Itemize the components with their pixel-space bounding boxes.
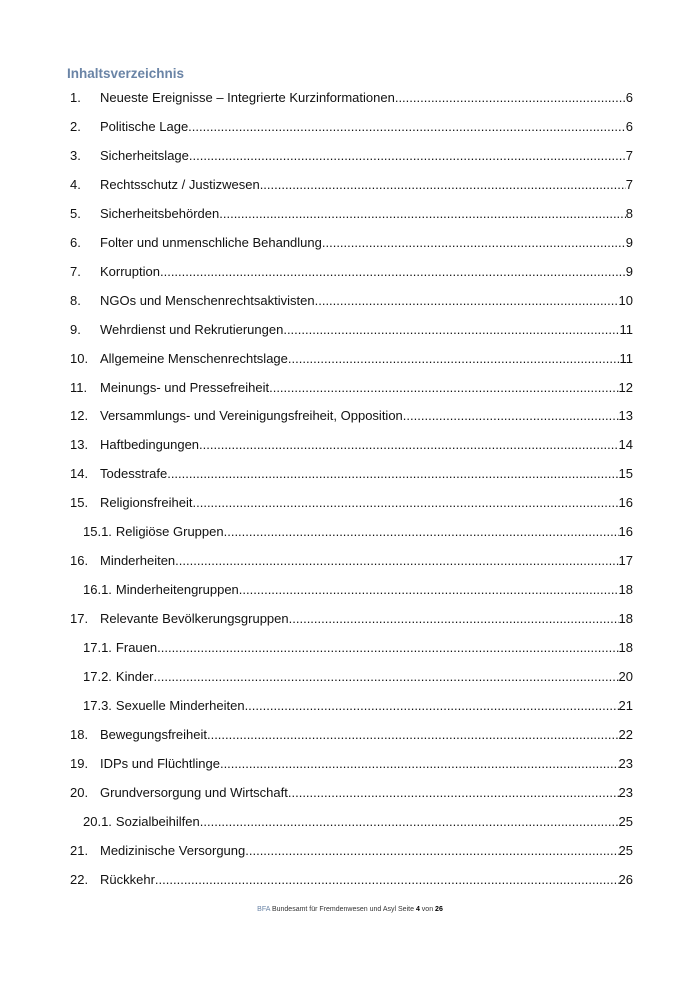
page-footer [0,906,700,913]
toc-entry-page: 18 [618,640,633,656]
toc-entry-number: 1. [70,90,81,105]
toc-entry-page: 25 [618,842,633,858]
toc-entry-label: Relevante Bevölkerungsgruppen [100,611,289,627]
toc-entry[interactable] [70,263,633,292]
toc-leader-dots [322,234,626,252]
toc-entry[interactable] [70,176,633,205]
toc-entry[interactable] [70,407,633,436]
footer-page-number: 4 [415,906,420,913]
toc-entry-page: 26 [618,871,633,887]
toc-entry-page: 20 [618,669,633,685]
toc-entry-number: 17.3. [83,698,112,714]
toc-entry-page: 16 [618,495,633,511]
toc-entry-page: 23 [618,784,633,800]
toc-entry[interactable] [70,842,633,871]
toc-entry[interactable] [70,523,633,552]
toc-entry[interactable] [70,726,633,755]
toc-entry-page: 17 [618,553,633,569]
toc-entry-label: Sicherheitsbehörden [100,205,220,221]
toc-entry[interactable] [70,784,633,813]
toc-entry-page: 7 [625,176,633,192]
toc-entry-number: 14. [70,466,89,482]
toc-entry-number: 17.1. [83,640,112,656]
toc-entry-label: Bewegungsfreiheit [100,726,207,742]
toc-entry[interactable] [70,321,633,350]
toc-entry[interactable] [70,350,633,379]
toc-entry[interactable] [70,465,633,494]
toc-entry[interactable] [70,668,633,697]
toc-entry-page: 6 [625,118,633,134]
toc-leader-dots [189,147,626,165]
toc-leader-dots [193,494,619,512]
toc-entry-label: Kinder [115,669,154,685]
toc-entry-label: Korruption [100,263,160,279]
toc-entry-number: 15. [70,495,89,511]
toc-heading: Inhaltsverzeichnis [67,66,185,81]
toc-entry-label: Sicherheitslage [100,147,189,163]
toc-leader-dots [395,89,626,107]
toc-entry-page: 25 [618,813,633,829]
toc-entry[interactable] [70,89,633,118]
toc-entry-label: Sozialbeihilfen [115,813,200,829]
toc-entry-label: Sexuelle Minderheiten [115,698,245,714]
toc-leader-dots [239,581,619,599]
toc-entry-number: 10. [70,350,89,366]
toc-entry[interactable] [70,379,633,408]
toc-entry-number: 3. [70,147,81,163]
toc-leader-dots [167,465,618,483]
toc-entry-number: 20. [70,784,89,800]
toc-entry-label: NGOs und Menschenrechtsaktivisten [100,292,315,308]
toc-leader-dots [219,205,626,223]
toc-entry-number: 16. [70,553,89,569]
toc-leader-dots [245,697,619,715]
toc-entry-number: 15.1. [83,524,112,540]
toc-leader-dots [154,668,619,686]
toc-entry-page: 12 [618,379,633,395]
toc-entry-page: 13 [618,408,633,424]
toc-entry-label: Frauen [115,640,158,656]
toc-entry-page: 6 [625,90,633,105]
toc-entry-label: Folter und unmenschliche Behandlung [100,234,322,250]
toc-leader-dots [315,292,619,310]
toc-leader-dots [220,755,619,773]
toc-entry-label: Haftbedingungen [100,437,200,453]
toc-leader-dots [245,842,618,860]
toc-entry[interactable] [70,639,633,668]
toc-entry-label: Grundversorgung und Wirtschaft [100,784,288,800]
toc-leader-dots [155,871,619,889]
toc-entry-number: 18. [70,726,89,742]
toc-entry[interactable] [70,234,633,263]
toc-entry-page: 23 [618,755,633,771]
toc-leader-dots [207,726,619,744]
toc-entry-page: 22 [618,726,633,742]
toc-leader-dots [403,407,619,425]
toc-leader-dots [224,523,619,541]
table-of-contents [70,89,633,900]
toc-entry[interactable] [70,118,633,147]
toc-entry[interactable] [70,813,633,842]
toc-entry-page: 7 [625,147,633,163]
toc-entry-label: Versammlungs- und Vereinigungsfreiheit, Opposition [100,408,403,424]
toc-entry-number: 19. [70,755,89,771]
toc-entry-label: Minderheiten [100,553,176,569]
toc-entry[interactable] [70,871,633,900]
toc-leader-dots [157,639,618,657]
toc-entry-label: Wehrdienst und Rekrutierungen [100,321,284,337]
toc-leader-dots [269,379,618,397]
footer-of: von [421,906,434,913]
toc-entry-number: 12. [70,408,89,424]
toc-entry[interactable] [70,147,633,176]
toc-entry-page: 15 [618,466,633,482]
toc-leader-dots [199,436,619,454]
toc-entry[interactable] [70,610,633,639]
footer-brand: BFA [257,906,270,913]
toc-entry-number: 17. [70,611,89,627]
toc-entry-page: 14 [618,437,633,453]
toc-entry-page: 18 [618,582,633,598]
toc-entry-label: Minderheitengruppen [115,582,239,598]
toc-entry[interactable] [70,697,633,726]
toc-entry-page: 21 [618,698,633,714]
toc-leader-dots [283,321,619,339]
toc-entry-number: 11. [70,379,88,395]
toc-entry-page: 9 [625,263,633,279]
toc-entry-number: 5. [70,205,81,221]
toc-entry-number: 16.1. [83,582,112,598]
toc-entry-label: Politische Lage [100,118,189,134]
toc-entry-label: Neueste Ereignisse – Integrierte Kurzinformationen [100,90,395,105]
toc-entry[interactable] [70,205,633,234]
toc-entry-number: 4. [70,176,81,192]
toc-entry-label: Todesstrafe [100,466,168,482]
toc-entry-label: Religionsfreiheit [100,495,193,511]
toc-entry-label: Allgemeine Menschenrechtslage [100,350,288,366]
toc-entry-page: 8 [625,205,633,221]
toc-entry-label: Meinungs- und Pressefreiheit [100,379,270,395]
toc-entry-label: Rückkehr [100,871,155,887]
toc-entry-number: 20.1. [83,813,112,829]
toc-entry-page: 16 [618,524,633,540]
toc-entry[interactable] [70,292,633,321]
toc-entry-page: 11 [619,321,633,337]
toc-entry[interactable] [70,581,633,610]
toc-leader-dots [260,176,626,194]
toc-leader-dots [288,784,619,802]
footer-text: Bundesamt für Fremdenwesen und Asyl Seite [271,906,414,913]
toc-entry-page: 11 [619,350,633,366]
footer-total-pages: 26 [435,906,443,913]
toc-entry[interactable] [70,494,633,523]
toc-entry-number: 17.2. [83,669,112,685]
toc-entry-label: IDPs und Flüchtlinge [100,755,220,771]
toc-entry-label: Rechtsschutz / Justizwesen [100,176,260,192]
toc-entry-number: 6. [70,234,81,250]
toc-entry-page: 18 [618,611,633,627]
toc-entry-label: Medizinische Versorgung [100,842,246,858]
toc-entry[interactable] [70,755,633,784]
toc-entry-number: 13. [70,437,89,453]
toc-entry-number: 9. [70,321,81,337]
toc-leader-dots [288,350,620,368]
toc-entry-number: 8. [70,292,81,308]
toc-entry-number: 7. [70,263,81,279]
toc-leader-dots [200,813,619,831]
toc-entry-number: 21. [70,842,89,858]
toc-leader-dots [188,118,626,136]
toc-entry[interactable] [70,436,633,465]
toc-entry[interactable] [70,552,633,581]
toc-entry-label: Religiöse Gruppen [115,524,224,540]
toc-leader-dots [289,610,619,628]
toc-entry-number: 2. [70,118,81,134]
toc-entry-page: 10 [618,292,633,308]
toc-leader-dots [160,263,626,281]
toc-entry-page: 9 [625,234,633,250]
toc-entry-number: 22. [70,871,89,887]
toc-leader-dots [175,552,618,570]
